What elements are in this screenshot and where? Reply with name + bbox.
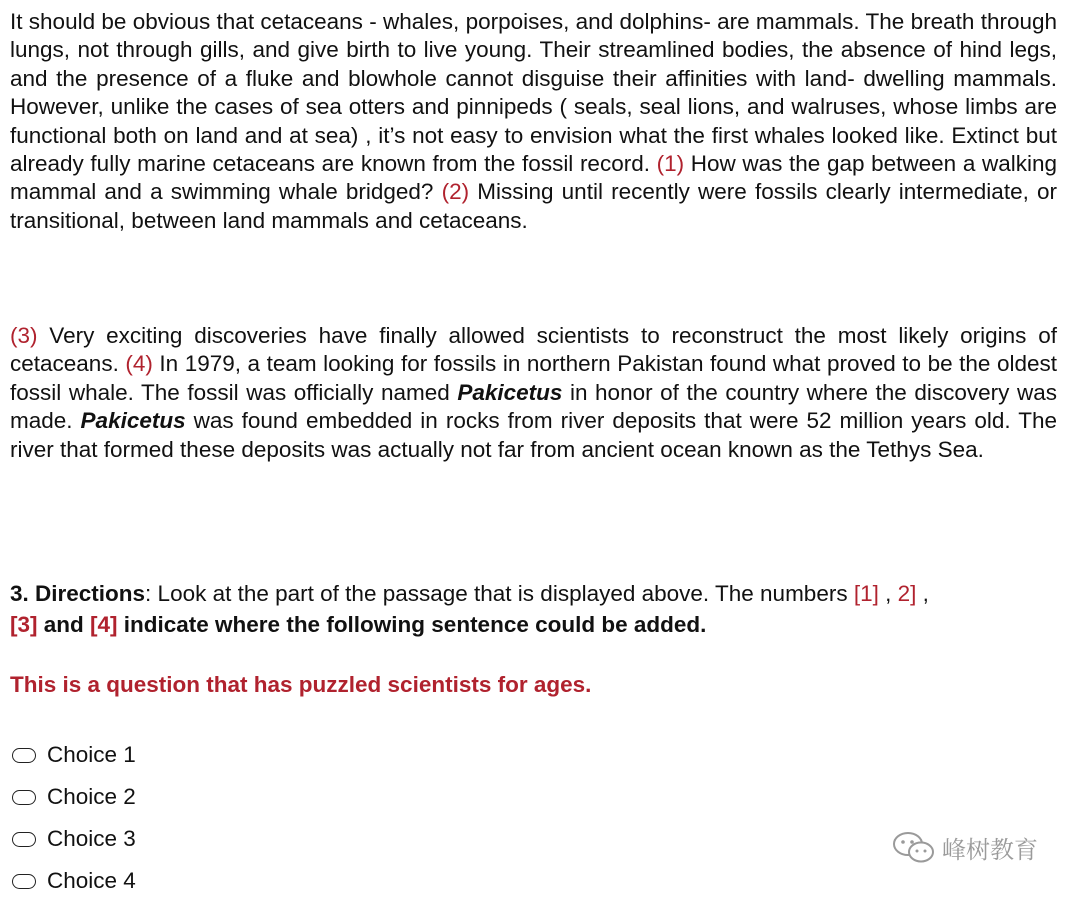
choice-label: Choice 2 (47, 784, 136, 809)
insertion-marker: (2) (441, 179, 470, 205)
passage-text: How was the gap between a walking mammal and a swimming whale bridged? (10, 151, 1057, 205)
passage-text: In 1979, a team looking for fossils in northern Pakistan found what proved to be the oldest fossil whale. The fossil was officially named (10, 351, 1057, 405)
species-name: Pakicetus (80, 408, 186, 434)
choice-3[interactable] (12, 818, 136, 860)
target-sentence: This is a question that has puzzled scientists for ages. (10, 672, 592, 697)
radio-icon[interactable] (12, 790, 36, 805)
passage-text: Missing until recently were fossils clearly intermediate, or transitional, between land mammals and cetaceans. (10, 179, 1057, 233)
passage-paragraph-2 (10, 322, 1057, 464)
marker-1: [1] (853, 581, 879, 606)
directions-lead: : Look at the part of the passage that is displayed above. The numbers (145, 581, 854, 606)
passage-text: It should be obvious that cetaceans - whales, porpoises, and dolphins- are mammals. The breath through lungs, not through gills, and give birth to live young. Their streamlined bodies, the absence of hind legs, and the presence of a fluke and blowhole cannot disguise their affinities with land- dwelling mammals. However, unlike the cases of sea otters and pinnipeds ( seals, seal lions, and walruses, whose limbs are functional both on land and at sea) , it’s not easy to envision what the first whales looked like. Extinct but already fully marine cetaceans are known from the fossil record. (10, 9, 1057, 177)
marker-3: [3] (10, 612, 38, 637)
passage-text: Very exciting discoveries have finally allowed scientists to reconstruct the most likely origins of cetaceans. (10, 323, 1057, 377)
insertion-marker: (1) (656, 151, 685, 177)
question-number: 3. Directions (10, 581, 146, 606)
insertion-marker: (3) (10, 323, 38, 348)
passage-text: in honor of the country where the discovery was made. (10, 379, 1057, 434)
question-directions (10, 578, 1070, 640)
separator-2: , (916, 581, 929, 606)
choice-1[interactable] (12, 734, 136, 776)
choice-2[interactable] (12, 776, 136, 818)
choice-label: Choice 4 (47, 868, 136, 893)
passage-text: was found embedded in rocks from river deposits that were 52 million years old. The river that formed these deposits was actually not far from ancient ocean known as the Tethys Sea. (10, 408, 1057, 462)
radio-icon[interactable] (12, 832, 36, 847)
choice-label: Choice 3 (47, 826, 136, 851)
choice-4[interactable] (12, 860, 136, 902)
choice-label: Choice 1 (47, 742, 136, 767)
watermark-text: 峰树教育 (942, 836, 1038, 864)
insertion-marker: (4) (125, 351, 153, 377)
separator-3: and (37, 612, 91, 637)
passage-paragraph-1 (10, 8, 1057, 235)
marker-2: 2] (897, 581, 917, 606)
radio-icon[interactable] (12, 874, 36, 889)
species-name: Pakicetus (457, 379, 563, 405)
separator-1: , (878, 581, 898, 606)
wechat-icon (892, 831, 936, 865)
watermark (892, 830, 1038, 865)
directions-tail: indicate where the following sentence could be added. (117, 612, 707, 637)
radio-icon[interactable] (12, 748, 36, 763)
choice-list (12, 734, 136, 902)
marker-4: [4] (90, 612, 118, 637)
